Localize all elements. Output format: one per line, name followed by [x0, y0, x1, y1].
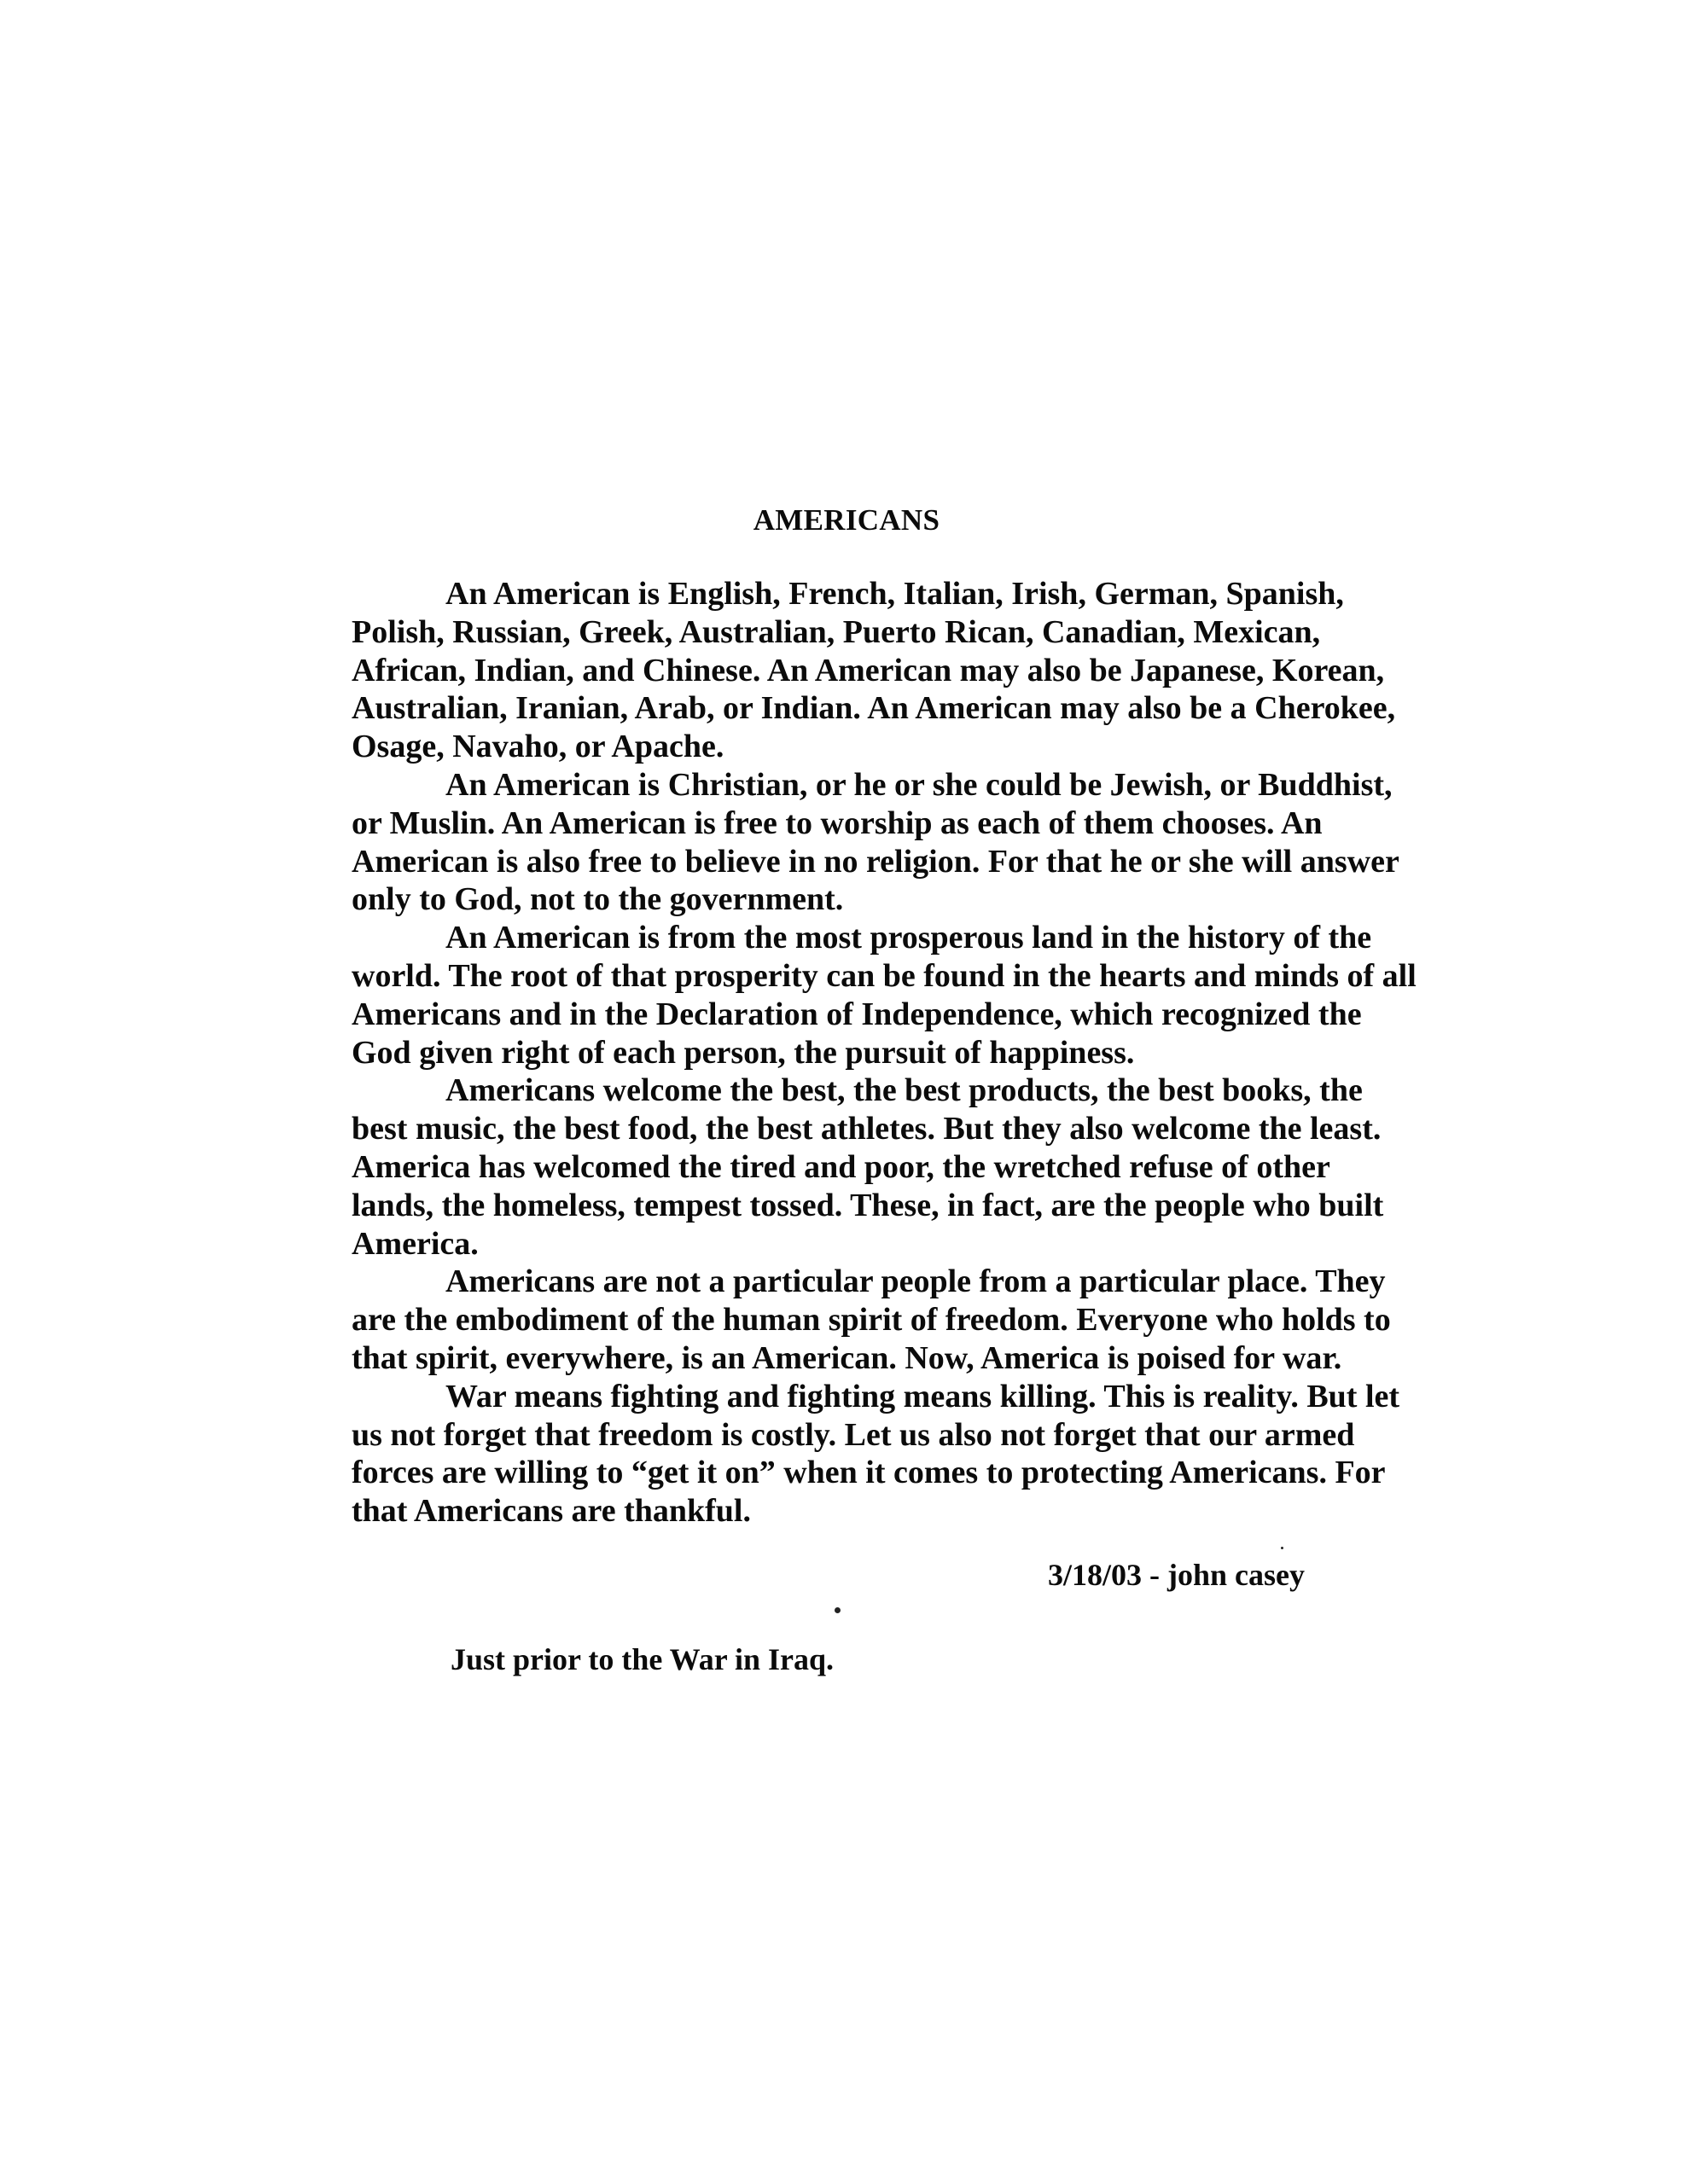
scan-speck: [1281, 1547, 1283, 1549]
text-line: that spirit, everywhere, is an American. Now, America is poised for war.: [352, 1339, 1342, 1376]
text-line: only to God, not to the government.: [352, 881, 844, 918]
text-line: that Americans are thankful.: [352, 1493, 751, 1530]
text-line: are the embodiment of the human spirit of freedom. Everyone who holds to: [352, 1302, 1391, 1339]
text-line: God given right of each person, the pursuit of happiness.: [352, 1034, 1135, 1071]
signature-date-author: 3/18/03 - john casey: [1048, 1558, 1305, 1592]
text-line: Americans are not a particular people from a particular place. They: [445, 1263, 1386, 1300]
text-line: or Muslin. An American is free to worship as each of them chooses. An: [352, 804, 1323, 841]
scan-speck: [835, 1607, 841, 1613]
document-body: [352, 575, 1444, 1531]
text-line: War means fighting and fighting means killing. This is reality. But let: [445, 1378, 1400, 1414]
text-line: An American is Christian, or he or she could be Jewish, or Buddhist,: [445, 766, 1393, 803]
paragraph-spirit: [352, 1263, 1444, 1377]
text-line: Americans welcome the best, the best products, the best books, the: [445, 1072, 1363, 1109]
paragraph-prosperity: [352, 919, 1444, 1072]
text-line: Americans and in the Declaration of Independence, which recognized the: [352, 996, 1362, 1032]
text-line: African, Indian, and Chinese. An American may also be Japanese, Korean,: [352, 652, 1385, 688]
text-line: Osage, Navaho, or Apache.: [352, 729, 724, 765]
text-line: An American is from the most prosperous land in the history of the: [445, 920, 1372, 956]
text-line: world. The root of that prosperity can be found in the hearts and minds of all: [352, 957, 1417, 994]
text-line: An American is English, French, Italian, Irish, German, Spanish,: [445, 576, 1344, 612]
paragraph-ethnicity: [352, 575, 1444, 766]
text-line: lands, the homeless, tempest tossed. These, in fact, are the people who built: [352, 1187, 1384, 1223]
text-line: American is also free to believe in no religion. For that he or she will answer: [352, 843, 1399, 880]
document-title: AMERICANS: [753, 503, 940, 537]
text-line: us not forget that freedom is costly. Let us also not forget that our armed: [352, 1416, 1355, 1453]
paragraph-welcome: [352, 1072, 1444, 1263]
footnote: Just prior to the War in Iraq.: [451, 1642, 835, 1676]
text-line: Polish, Russian, Greek, Australian, Puerto Rican, Canadian, Mexican,: [352, 613, 1321, 650]
paragraph-religion: [352, 766, 1444, 919]
text-line: Australian, Iranian, Arab, or Indian. An American may also be a Cherokee,: [352, 690, 1396, 727]
text-line: America.: [352, 1225, 479, 1262]
text-line: America has welcomed the tired and poor, the wretched refuse of other: [352, 1148, 1330, 1185]
text-line: best music, the best food, the best athletes. But they also welcome the least.: [352, 1111, 1382, 1147]
text-line: forces are willing to “get it on” when it comes to protecting Americans. For: [352, 1455, 1386, 1491]
paragraph-war: [352, 1378, 1444, 1531]
